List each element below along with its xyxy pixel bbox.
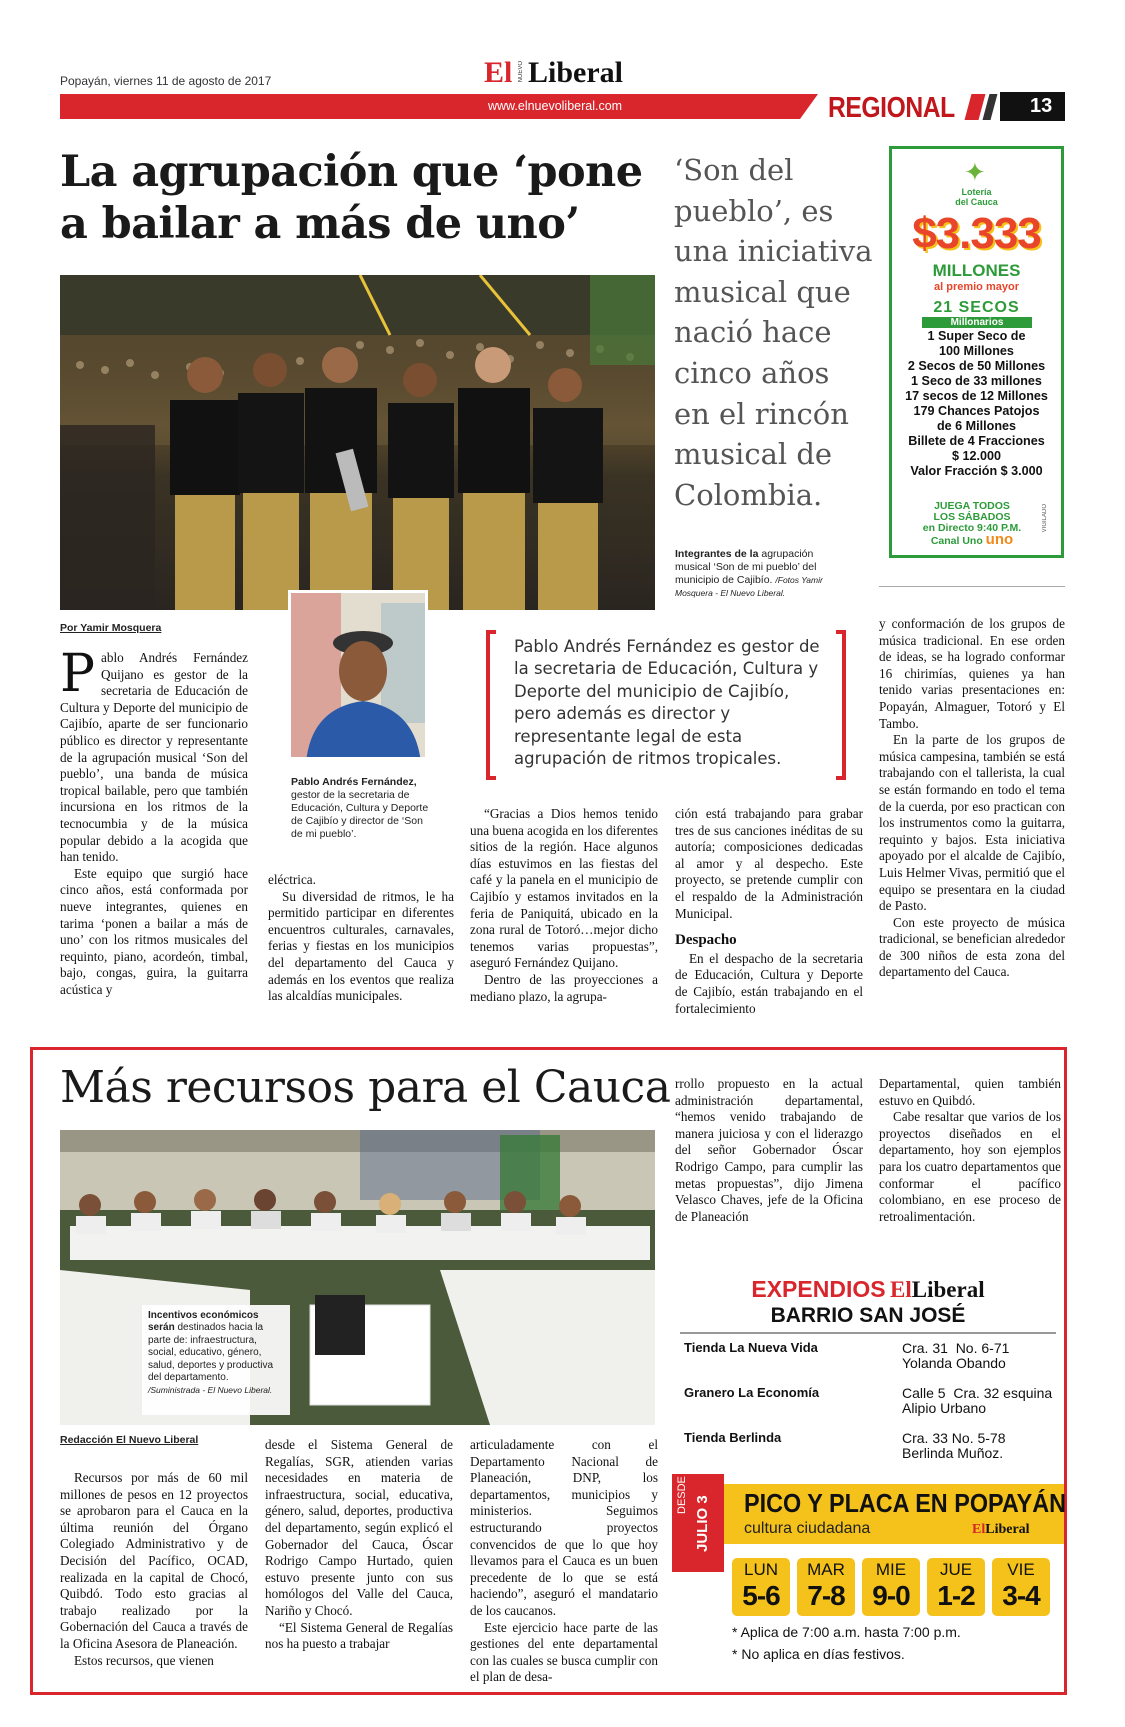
meeting-caption-bold: Incentivos económicos serán <box>148 1310 259 1334</box>
pico-placa-subtitle: cultura ciudadana <box>744 1520 871 1537</box>
article1-col4-p2: En el despacho de la secretaria de Educación, Cultura y Deporte de Cajibío, están trabajando en el fortalecimiento <box>675 950 863 1016</box>
article1-column-4 <box>675 806 863 1017</box>
portrait-illustration <box>291 593 428 760</box>
pico-day-tile <box>862 1558 920 1616</box>
band-photo-caption <box>675 548 825 600</box>
canal-uno-logo: uno <box>985 531 1014 548</box>
pico-day-tile <box>732 1558 790 1616</box>
header-red-tip <box>800 94 818 119</box>
lottery-logo-top: Lotería <box>961 187 992 197</box>
article2-column-1 <box>60 1470 248 1669</box>
band-caption-bold: Integrantes de la <box>675 548 759 560</box>
band-photo <box>60 275 655 610</box>
logo-el: El <box>484 56 513 89</box>
lottery-amount: $3.333 <box>912 209 1041 258</box>
lottery-divider <box>879 586 1065 587</box>
meeting-photo-credit: /Suministrada - El Nuevo Liberal. <box>148 1385 273 1396</box>
inset-caption-bold: Pablo Andrés Fernández, <box>291 776 417 788</box>
article2-headline: Más recursos para el Cauca <box>60 1062 671 1113</box>
pico-day-tile <box>992 1558 1050 1616</box>
article2-col3-p2: Este ejercicio hace parte de las gestiones del ente departamental con las cuales se busca cumplir con el plan de desa- <box>470 1619 658 1685</box>
header-red-bar <box>60 94 800 119</box>
pico-day-label: LUN <box>743 1560 778 1579</box>
pico-day-digits: 9-0 <box>872 1580 910 1611</box>
article1-column-3 <box>470 806 658 1005</box>
pico-placa-fecha: JULIO 3 <box>694 1495 711 1552</box>
article2-col2-p2: “El Sistema General de Regalías nos ha puesto a trabajar <box>265 1619 453 1652</box>
expendios-logo-el: El <box>890 1277 912 1302</box>
article1-col5-p1: y conformación de los grupos de música tradicional. En ese orden de ideas, se ha logrado conformar 16 chirimías, quienes ya han tenido varias presentaciones en: Popayán, Almaguer, Totoró y El Tambo. <box>879 616 1065 731</box>
lottery-secos: 21 SECOS <box>933 299 1020 316</box>
article2-col1-p1: Recursos por más de 60 mil millones de pesos en 12 proyectos se aprobaron para el Cauca en la última reunión del Órgano Colegiado Administrativo y de Decisión del Pacífico, OCAD, realizada en la capital de Chocó, Quibdó. Todo esto gracias al trabajo realizado por la Gobernación del Cauca a través de la Oficina Asesora de Planeación. <box>60 1470 248 1651</box>
lottery-prize-line: 17 secos de 12 Millones <box>905 389 1048 403</box>
pico-day-label: JUE <box>939 1560 973 1579</box>
pico-placa-title: PICO Y PLACA EN POPAYÁN <box>744 1488 1067 1518</box>
pico-day-label: MIE <box>875 1560 907 1579</box>
store-address: Calle 5 Cra. 32 esquina <box>902 1385 1053 1401</box>
lottery-prize-line: 179 Chances Patojos <box>913 404 1040 418</box>
article1-col2-p2: Su diversidad de ritmos, le ha permitido participar en diferentes encuentros culturales, carnavales, ferias y fiestas en los municipios del departamento del Cauca y además en los eventos que realiza las alcaldías municipales. <box>268 888 454 1004</box>
article1-col5-p2: En la parte de los grupos de música campesina, también se está trabajando con el tallerista, la cual se están formando en todo el tema de la cuerda, por eso practican con los instrumentos como la guitarra, requinto y bajos. Esta iniciativa apoyado por el alcalde de Cajibío, Luis Helmer Vivas, permitió que el equipo se presentara en la ciudad de Pasto. <box>879 732 1065 914</box>
lottery-prize-list <box>892 329 1061 479</box>
logo-nuevo: NUEVO <box>518 61 524 83</box>
article1-col3-p1: “Gracias a Dios hemos tenido una buena acogida en los diferentes sitios de la región. Hace algunos días estuvimos en las fiestas del café y la panela en el municipio de Cajibío y estamos invitados en la feria de Paniquitá, ubicado en la zona rural de Totoró…mejor dicho tenemos varias propuestas”, aseguró Fernández Quijano. <box>470 806 658 971</box>
article1-col3-p2: Dentro de las proyecciones a mediano plazo, la agrupa- <box>470 971 658 1004</box>
expendios-logo-liberal: Liberal <box>911 1277 985 1302</box>
juega-line-1: JUEGA TODOS <box>934 500 1010 512</box>
article2-col5-p2: Cabe resaltar que varios de los proyectos diseñados en el departamento, hoy son ejemplos para los cuatro departamentos que conformar el pacífico colombiano, en ese proceso de retroalimentación. <box>879 1109 1061 1224</box>
store-address: Cra. 33 No. 5-78 <box>902 1430 1006 1446</box>
store-owner: Yolanda Obando <box>902 1355 1006 1371</box>
pico-day-tile <box>927 1558 985 1616</box>
headline-line-2: a bailar a más de uno’ <box>60 199 580 249</box>
article1-column-5 <box>879 616 1065 981</box>
article2-column-3 <box>470 1437 658 1686</box>
article1-subhead-despacho: Despacho <box>675 932 737 949</box>
expendios-store-list <box>684 1340 1056 1475</box>
lottery-ad[interactable] <box>889 146 1064 558</box>
pico-day-digits: 5-6 <box>742 1580 780 1611</box>
inset-portrait-photo <box>288 590 428 760</box>
article2-byline: Redacción El Nuevo Liberal <box>60 1434 199 1446</box>
article2-col2-p1: desde el Sistema General de Regalías, SGR, atienden varias necesidades en materia de infraestructura, social, educativa, género, salud, deportes, productiva del departamento, según explicó el Gobernador del Cauca, Óscar Rodrigo Campo Hurtado, quien estuvo presente junto con sus homólogos del Valle del Cauca, Nariño y Chocó. <box>265 1437 453 1618</box>
page-number-box <box>1000 92 1065 121</box>
lottery-juega <box>912 501 1032 547</box>
expendios-ad[interactable] <box>672 1262 1064 1468</box>
pico-placa-ad[interactable] <box>672 1474 1067 1680</box>
dateline: Popayán, viernes 11 de agosto de 2017 <box>60 74 272 88</box>
article1-col2-p1: eléctrica. <box>268 872 316 887</box>
article1-col4-p1: ción está trabajando para grabar tres de sus canciones inéditas de su autoría; composiciones dedicadas al amor y al despecho. Este proyecto, se pretende cumplir con el respaldo de la Administración Municipal. <box>675 806 863 921</box>
expendios-title: EXPENDIOS <box>751 1276 886 1302</box>
pico-placa-note-1: * Aplica de 7:00 a.m. hasta 7:00 p.m. <box>732 1624 961 1640</box>
pull-quote-bracket-right <box>836 630 846 780</box>
article1-col5-p3: Con este proyecto de música tradicional, se benefician alrededor de 300 niños de esta zona del departamento del Cauca. <box>879 914 1065 980</box>
lottery-prize-line: 1 Super Seco de <box>927 329 1026 343</box>
pico-logo-liberal: Liberal <box>985 1522 1030 1537</box>
lottery-millones: MILLONES <box>932 261 1021 280</box>
inset-caption-text: gestor de la secretaria de Educación, Cultura y Deporte de Cajibío y director de ‘Son de mi pueblo’. <box>291 789 429 840</box>
lottery-prize-line: 2 Secos de 50 Millones <box>907 359 1046 373</box>
expendios-subtitle: BARRIO SAN JOSÉ <box>770 1304 966 1327</box>
article2-column-5 <box>879 1076 1061 1225</box>
band-photo-credit: /Fotos Yamir Mosquera - El Nuevo Liberal. <box>675 575 823 598</box>
pico-day-label: MAR <box>807 1560 845 1579</box>
section-slant-black <box>983 94 998 120</box>
headline-line-1: La agrupación que ‘pone <box>60 147 643 197</box>
article2-col3-p1: articuladamente con el Departamento Nacional de Planeación, DNP, los departamentos, municipios y ministerios. Seguimos estructurando proyectos convencidos de que lo que hoy llevamos para el Cauca es un buen precedente de lo que se está haciendo”, aseguró el mandatario de los caucanos. <box>470 1437 658 1618</box>
inset-portrait-caption <box>291 776 431 841</box>
logo-liberal: Liberal <box>528 56 623 89</box>
lottery-prize-line: $ 12.000 <box>951 449 1002 463</box>
store-name: Tienda Berlinda <box>684 1430 782 1445</box>
store-address: Cra. 31 No. 6-71 <box>902 1340 1010 1356</box>
lottery-vigilado: VIGILADO <box>1042 504 1048 533</box>
store-row <box>684 1385 1056 1430</box>
band-caption-text: agrupación musical ‘Son de mi pueblo’ del municipio de Cajibío. <box>675 548 817 586</box>
expendios-divider <box>680 1332 1056 1334</box>
pico-placa-logo <box>972 1522 1030 1538</box>
lottery-logo-star-icon: ✦ <box>964 157 986 187</box>
juega-line-3: en Directo 9:40 P.M. <box>922 522 1022 534</box>
lottery-prize-line: 100 Millones <box>939 344 1014 358</box>
juega-line-2: LOS SÁBADOS <box>933 511 1011 523</box>
article2-column-4 <box>675 1076 863 1225</box>
lottery-logo-bottom: del Cauca <box>955 197 998 207</box>
article1-column-1 <box>60 644 248 998</box>
band-photo-illustration <box>60 275 655 610</box>
article2-col5-p1: Departamental, quien también estuvo en Quibdó. <box>879 1076 1061 1108</box>
page-number: 13 <box>1030 95 1053 117</box>
article1-column-2 <box>268 872 454 1005</box>
pico-placa-days <box>732 1558 1062 1616</box>
pico-placa-note-2: * No aplica en días festivos. <box>732 1646 905 1662</box>
store-row <box>684 1340 1056 1385</box>
article1-col1-p1: ablo Andrés Fernández Quijano es gestor de la secretaria de Educación de Cultura y Deporte del municipio de Cajibío, aparte de ser funcionario público es director y representante de la agrupación musical ‘Son del pueblo’, una banda de música tropical bailable, pero que también incursiona en los ritmos de la tecnocumbia y de la música popular debido a la acogida que han tenido. <box>60 650 248 865</box>
article2-col1-p2: Estos recursos, que vienen <box>74 1652 214 1668</box>
store-name: Granero La Economía <box>684 1385 820 1400</box>
store-row <box>684 1430 1056 1475</box>
lottery-prize-line: Valor Fracción $ 3.000 <box>910 464 1043 478</box>
lottery-prize-line: 1 Seco de 33 millones <box>911 374 1042 388</box>
pull-quote: Pablo Andrés Fernández es gestor de la secretaria de Educación, Cultura y Deporte del municipio de Cajibío, pero además es director y representante legal de esta agrupación de ritmos tropicales. <box>514 637 820 769</box>
pico-placa-date-tab <box>672 1474 724 1572</box>
lottery-prize-line: Billete de 4 Fracciones <box>908 434 1045 448</box>
expendios-header <box>672 1276 1064 1303</box>
meeting-photo-caption-box <box>142 1305 290 1415</box>
juega-line-4: Canal Uno uno <box>930 531 1014 548</box>
pico-day-tile <box>797 1558 855 1616</box>
pull-quote-bracket-left <box>486 630 496 780</box>
website-url[interactable]: www.elnuevoliberal.com <box>488 99 623 113</box>
article1-col1-p2: Este equipo que surgió hace cinco años, está conformada por nueve integrantes, quienes en tarima ‘ponen a bailar a más de uno’ con los ritmos musicales del requinto, piano, acordeón, timbal, bajo, congas, guira, la guitarra acústica y <box>60 865 248 997</box>
article1-deck: ‘Son del pueblo’, es una iniciativa musical que nació hace cinco años en el rincón musical de Colombia. <box>674 153 873 512</box>
article2-col4-p1: rrollo propuesto en la actual administración departamental, “hemos venido trabajando de manera juiciosa y con el liderazgo del señor Gobernador Óscar Rodrigo Campo, para cumplir las metas propuestas”, dijo Jimena Velasco Chaves, jefe de la Oficina de Planeación <box>675 1076 863 1224</box>
pico-day-label: VIE <box>1007 1560 1035 1579</box>
masthead-logo[interactable] <box>484 58 644 90</box>
pico-day-digits: 1-2 <box>937 1580 975 1611</box>
store-owner: Alipio Urbano <box>902 1400 987 1416</box>
pico-day-digits: 3-4 <box>1002 1580 1040 1611</box>
drop-cap: P <box>60 644 95 704</box>
lottery-millonarios: Millonarios <box>922 317 1032 328</box>
article2-column-2 <box>265 1437 453 1653</box>
lottery-prize-line: de 6 Millones <box>936 419 1017 433</box>
section-label: REGIONAL <box>828 92 955 124</box>
lottery-premio: al premio mayor <box>934 281 1019 293</box>
pico-logo-el: El <box>972 1522 986 1537</box>
pico-day-digits: 7-8 <box>807 1580 845 1611</box>
store-owner: Berlinda Muñoz. <box>902 1445 1004 1461</box>
article1-headline <box>60 146 660 250</box>
pico-placa-desde: DESDE <box>676 1476 688 1514</box>
store-name: Tienda La Nueva Vida <box>684 1340 818 1355</box>
meeting-caption-text: destinados hacia la parte de: infraestructura, social, educativo, género, salud, deportes y productiva del departamento. <box>148 1322 274 1384</box>
article1-byline: Por Yamir Mosquera <box>60 622 162 634</box>
